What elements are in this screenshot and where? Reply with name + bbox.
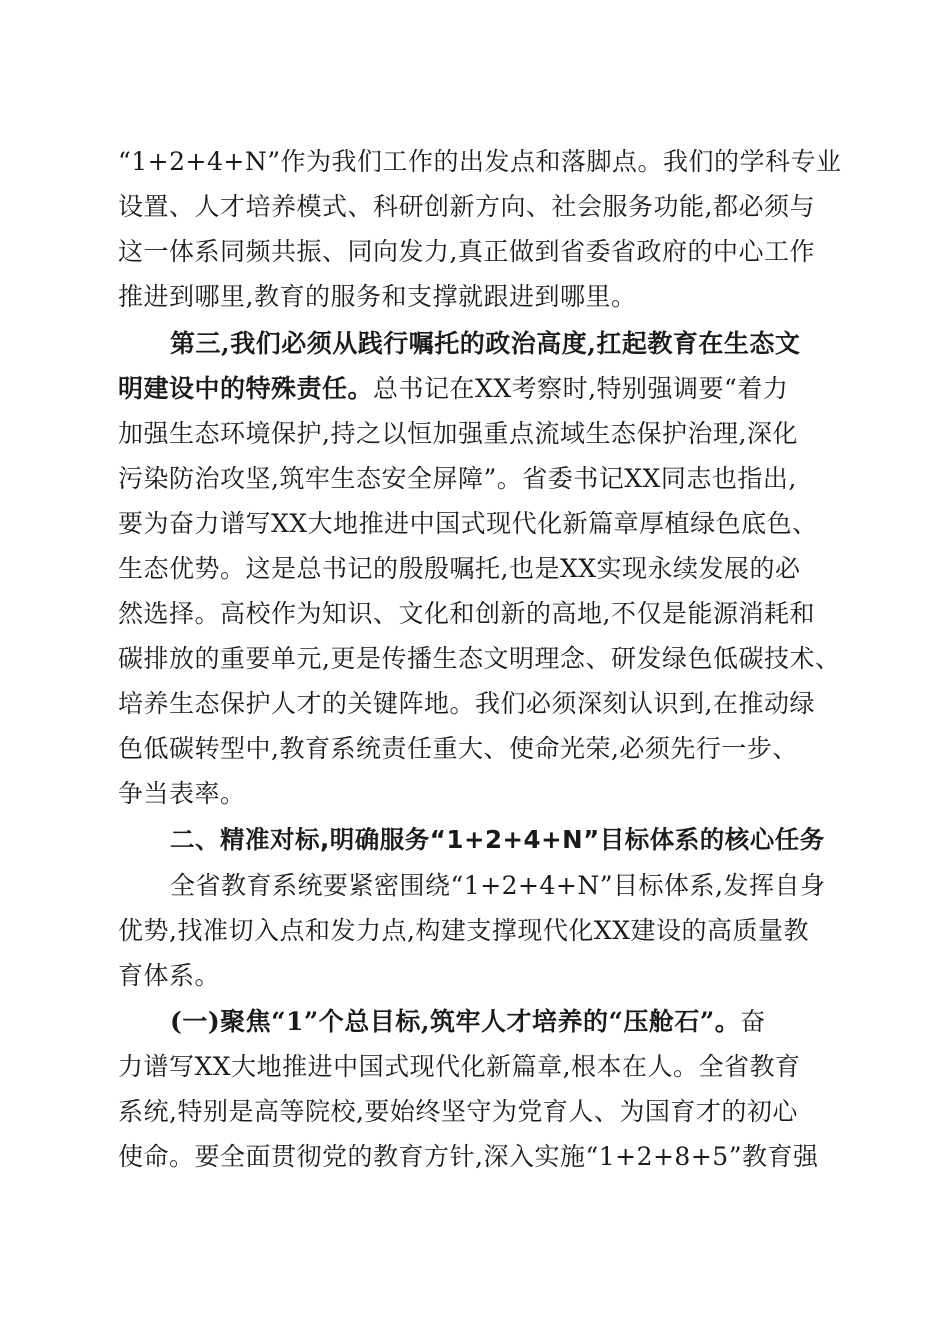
paragraph-lead-cont: 明建设中的特殊责任。: [118, 374, 374, 403]
text-line: 污染防治攻坚,筑牢生态安全屏障”。省委书记XX同志也指出,: [118, 464, 797, 493]
text-segment: 奋: [740, 1007, 766, 1036]
text-line: 优势,找准切入点和发力点,构建支撑现代化XX建设的高质量教: [118, 916, 809, 945]
text-line: 这一体系同频共振、同向发力,真正做到省委省政府的中心工作: [118, 237, 815, 266]
section-heading: 二、精准对标,明确服务“1+2+4+N”目标体系的核心任务: [170, 825, 825, 854]
text-line: 全省教育系统要紧密围绕“1+2+4+N”目标体系,发挥自身: [170, 871, 826, 900]
text-line: “1+2+4+N”作为我们工作的出发点和落脚点。我们的学科专业: [118, 147, 842, 176]
text-line: 要为奋力谱写XX大地推进中国式现代化新篇章厚植绿色底色、: [118, 509, 818, 538]
text-line: 力谱写XX大地推进中国式现代化新篇章,根本在人。全省教育: [118, 1052, 801, 1081]
paragraph-lead: 第三,我们必须从践行嘱托的政治高度,扛起教育在生态文: [170, 329, 801, 358]
text-line: 系统,特别是高等院校,要始终坚守为党育人、为国育才的初心: [118, 1097, 798, 1126]
text-line: 育体系。: [118, 961, 221, 990]
text-line: 碳排放的重要单元,更是传播生态文明理念、研发绿色低碳技术、: [118, 644, 841, 673]
text-line: 推进到哪里,教育的服务和支撑就跟进到哪里。: [118, 282, 637, 311]
subsection-heading: (一)聚焦“1”个总目标,筑牢人才培养的“压舱石”。: [170, 1007, 741, 1036]
text-line: [118, 369, 838, 409]
text-line: 然选择。高校作为知识、文化和创新的高地,不仅是能源消耗和: [118, 599, 815, 628]
text-line: 培养生态保护人才的关键阵地。我们必须深刻认识到,在推动绿: [118, 689, 815, 718]
subsection-line: [170, 1002, 838, 1042]
text-line: 生态优势。这是总书记的殷殷嘱托,也是XX实现永续发展的必: [118, 554, 801, 583]
text-line: 色低碳转型中,教育系统责任重大、使命光荣,必须先行一步、: [118, 734, 798, 763]
text-line: 使命。要全面贯彻党的教育方针,深入实施“1+2+8+5”教育强: [118, 1142, 819, 1171]
text-line: 争当表率。: [118, 779, 246, 808]
text-segment: 总书记在XX考察时,特别强调要“着力: [373, 374, 789, 403]
text-line: 设置、人才培养模式、科研创新方向、社会服务功能,都必须与: [118, 192, 815, 221]
text-line: 加强生态环境保护,持之以恒加强重点流域生态保护治理,深化: [118, 419, 798, 448]
